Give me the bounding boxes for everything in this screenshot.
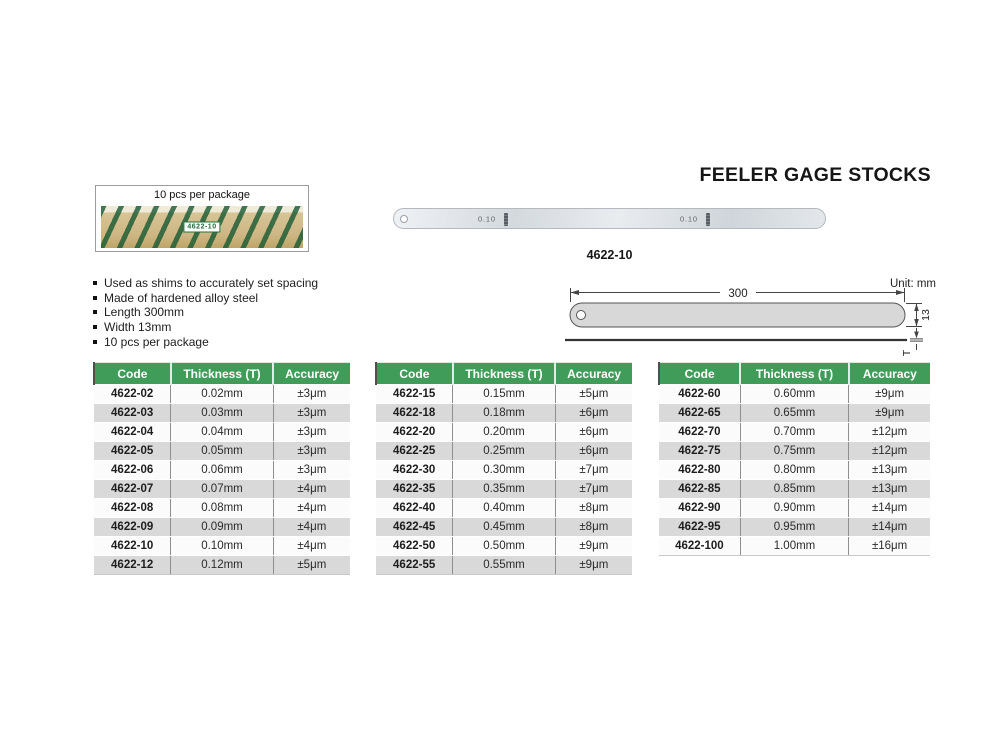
square-bullet-icon [93, 296, 97, 300]
cell-accuracy: ±16μm [849, 537, 930, 556]
feature-item [92, 335, 372, 350]
cell-accuracy: ±7μm [555, 480, 632, 499]
strip-thickness-marking: 0.10 [680, 214, 698, 223]
cell-thickness: 0.35mm [453, 480, 555, 499]
cell-accuracy: ±3μm [273, 423, 350, 442]
table-row [659, 385, 930, 404]
spec-table-3 [658, 362, 930, 556]
cell-code: 4622-08 [94, 499, 171, 518]
cell-accuracy: ±4μm [273, 499, 350, 518]
cell-thickness: 0.80mm [740, 461, 848, 480]
cell-accuracy: ±9μm [849, 385, 930, 404]
cell-code: 4622-02 [94, 385, 171, 404]
cell-accuracy: ±5μm [273, 556, 350, 575]
cell-thickness: 0.06mm [171, 461, 273, 480]
cell-code: 4622-50 [376, 537, 453, 556]
table-row [376, 442, 632, 461]
cell-accuracy: ±13μm [849, 461, 930, 480]
table-row [94, 385, 350, 404]
strip-thickness-marking: 0.10 [478, 214, 496, 223]
cell-thickness: 0.40mm [453, 499, 555, 518]
cell-code: 4622-04 [94, 423, 171, 442]
strip-hole-icon [577, 311, 586, 320]
cell-code: 4622-09 [94, 518, 171, 537]
table-row [94, 404, 350, 423]
feature-text: Length 300mm [104, 305, 185, 320]
cell-code: 4622-03 [94, 404, 171, 423]
cell-code: 4622-45 [376, 518, 453, 537]
strip-tick-mark-icon [706, 213, 710, 226]
strip-tick-mark-icon [504, 213, 508, 226]
cell-thickness: 0.02mm [171, 385, 273, 404]
spec-table-2 [375, 362, 632, 575]
cell-thickness: 0.03mm [171, 404, 273, 423]
table-row [376, 385, 632, 404]
cell-accuracy: ±4μm [273, 518, 350, 537]
cell-code: 4622-95 [659, 518, 740, 537]
cell-thickness: 0.25mm [453, 442, 555, 461]
cell-accuracy: ±14μm [849, 518, 930, 537]
table-row [94, 499, 350, 518]
cell-code: 4622-100 [659, 537, 740, 556]
table-row [376, 480, 632, 499]
thickness-value-label: T [901, 349, 913, 357]
feature-text: 10 pcs per package [104, 334, 209, 349]
table-row [376, 461, 632, 480]
table-row [94, 423, 350, 442]
table-row [94, 442, 350, 461]
cell-thickness: 0.45mm [453, 518, 555, 537]
page-title: FEELER GAGE STOCKS [699, 164, 931, 186]
feature-text: Width 13mm [104, 320, 172, 335]
cell-accuracy: ±7μm [555, 461, 632, 480]
column-header-accuracy: Accuracy [273, 363, 350, 385]
table-row [94, 461, 350, 480]
column-header-thickness: Thickness (T) [740, 363, 848, 385]
cell-accuracy: ±4μm [273, 480, 350, 499]
cell-code: 4622-60 [659, 385, 740, 404]
cell-accuracy: ±14μm [849, 499, 930, 518]
dimension-diagram [560, 272, 940, 364]
table-row [659, 423, 930, 442]
table-row [659, 404, 930, 423]
cell-accuracy: ±12μm [849, 423, 930, 442]
feature-item [92, 291, 372, 306]
feature-item [92, 305, 372, 320]
table-row [376, 556, 632, 575]
cell-thickness: 0.60mm [740, 385, 848, 404]
cell-thickness: 0.10mm [171, 537, 273, 556]
cell-code: 4622-18 [376, 404, 453, 423]
cell-accuracy: ±9μm [849, 404, 930, 423]
cell-accuracy: ±8μm [555, 518, 632, 537]
cell-thickness: 0.15mm [453, 385, 555, 404]
length-value-label: 300 [728, 288, 748, 300]
table-row [659, 537, 930, 556]
column-header-thickness: Thickness (T) [453, 363, 555, 385]
cell-code: 4622-35 [376, 480, 453, 499]
table-row [376, 499, 632, 518]
cell-accuracy: ±5μm [555, 385, 632, 404]
square-bullet-icon [93, 325, 97, 329]
table-row [376, 404, 632, 423]
feature-item [92, 320, 372, 335]
cell-code: 4622-10 [94, 537, 171, 556]
column-header-code: Code [94, 363, 171, 385]
cell-code: 4622-90 [659, 499, 740, 518]
feature-text: Made of hardened alloy steel [104, 290, 259, 305]
cell-code: 4622-07 [94, 480, 171, 499]
square-bullet-icon [93, 340, 97, 344]
cell-thickness: 0.75mm [740, 442, 848, 461]
cell-code: 4622-20 [376, 423, 453, 442]
cell-code: 4622-25 [376, 442, 453, 461]
cell-thickness: 0.55mm [453, 556, 555, 575]
width-value-label: 13 [920, 309, 932, 321]
cell-code: 4622-70 [659, 423, 740, 442]
feature-list [92, 276, 372, 350]
cell-code: 4622-05 [94, 442, 171, 461]
cell-thickness: 0.08mm [171, 499, 273, 518]
strip-top-view [570, 303, 905, 327]
package-photo-box [95, 185, 309, 252]
table-header-row [376, 363, 632, 385]
cell-code: 4622-40 [376, 499, 453, 518]
cell-thickness: 0.09mm [171, 518, 273, 537]
cell-accuracy: ±6μm [555, 442, 632, 461]
cell-thickness: 0.12mm [171, 556, 273, 575]
cell-thickness: 0.30mm [453, 461, 555, 480]
column-header-code: Code [659, 363, 740, 385]
cell-thickness: 0.20mm [453, 423, 555, 442]
table-row [659, 442, 930, 461]
table-row [659, 480, 930, 499]
cell-thickness: 0.90mm [740, 499, 848, 518]
cell-thickness: 1.00mm [740, 537, 848, 556]
cell-accuracy: ±12μm [849, 442, 930, 461]
cell-thickness: 0.07mm [171, 480, 273, 499]
package-photo-label: 4622-10 [183, 222, 220, 233]
cell-thickness: 0.04mm [171, 423, 273, 442]
cell-accuracy: ±3μm [273, 461, 350, 480]
table-row [376, 537, 632, 556]
table-row [94, 537, 350, 556]
cell-code: 4622-15 [376, 385, 453, 404]
table-row [94, 556, 350, 575]
cell-accuracy: ±4μm [273, 537, 350, 556]
feature-text: Used as shims to accurately set spacing [104, 276, 319, 290]
cell-accuracy: ±13μm [849, 480, 930, 499]
table-row [659, 499, 930, 518]
table-header-row [659, 363, 930, 385]
cell-code: 4622-75 [659, 442, 740, 461]
package-photo [101, 206, 303, 248]
cell-accuracy: ±8μm [555, 499, 632, 518]
table-row [376, 518, 632, 537]
feature-item [92, 276, 372, 291]
thickness-dimension [910, 328, 923, 350]
cell-thickness: 0.50mm [453, 537, 555, 556]
cell-code: 4622-12 [94, 556, 171, 575]
cell-thickness: 0.95mm [740, 518, 848, 537]
cell-code: 4622-55 [376, 556, 453, 575]
cell-code: 4622-06 [94, 461, 171, 480]
column-header-thickness: Thickness (T) [171, 363, 273, 385]
cell-accuracy: ±3μm [273, 404, 350, 423]
cell-code: 4622-65 [659, 404, 740, 423]
unit-label: Unit: mm [890, 278, 936, 290]
column-header-code: Code [376, 363, 453, 385]
cell-accuracy: ±9μm [555, 556, 632, 575]
column-header-accuracy: Accuracy [555, 363, 632, 385]
cell-code: 4622-80 [659, 461, 740, 480]
cell-code: 4622-85 [659, 480, 740, 499]
cell-accuracy: ±3μm [273, 442, 350, 461]
cell-thickness: 0.65mm [740, 404, 848, 423]
cell-thickness: 0.05mm [171, 442, 273, 461]
table-header-row [94, 363, 350, 385]
cell-accuracy: ±3μm [273, 385, 350, 404]
strip-code-label: 4622-10 [586, 248, 633, 262]
table-row [659, 461, 930, 480]
table-row [376, 423, 632, 442]
table-row [94, 518, 350, 537]
cell-thickness: 0.85mm [740, 480, 848, 499]
square-bullet-icon [93, 310, 97, 314]
table-row [659, 518, 930, 537]
cell-code: 4622-30 [376, 461, 453, 480]
cell-thickness: 0.18mm [453, 404, 555, 423]
package-caption: 10 pcs per package [153, 189, 250, 201]
column-header-accuracy: Accuracy [849, 363, 930, 385]
gage-strip-image [393, 208, 826, 229]
square-bullet-icon [93, 281, 97, 285]
spec-table-1 [93, 362, 350, 575]
table-row [94, 480, 350, 499]
cell-accuracy: ±6μm [555, 404, 632, 423]
cell-accuracy: ±9μm [555, 537, 632, 556]
cell-thickness: 0.70mm [740, 423, 848, 442]
cell-accuracy: ±6μm [555, 423, 632, 442]
strip-hole [400, 215, 408, 223]
